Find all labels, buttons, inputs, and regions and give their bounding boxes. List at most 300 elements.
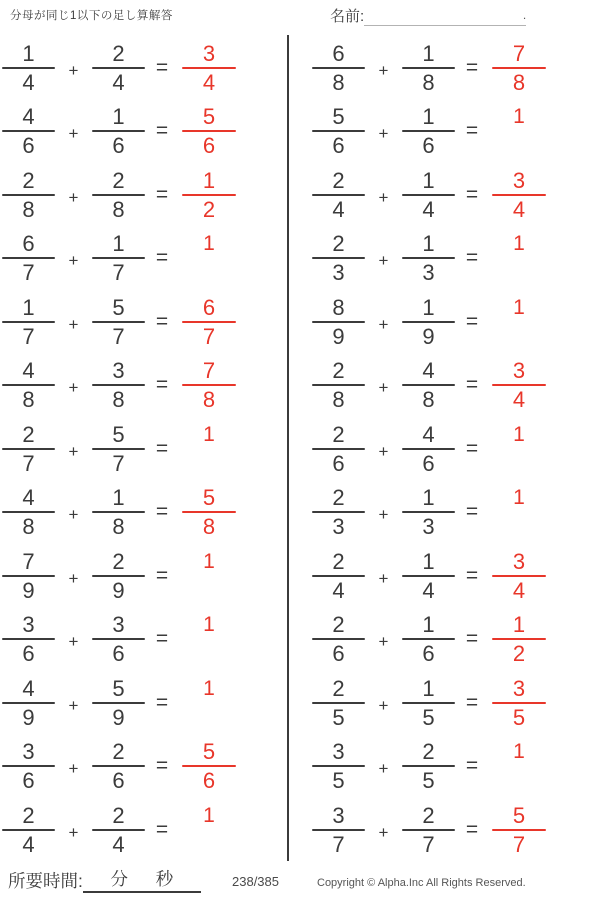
answer-denominator: 8 (202, 387, 216, 413)
answer-denominator: 6 (202, 133, 216, 159)
answer-denominator: 6 (202, 768, 216, 794)
answer-denominator: 7 (512, 831, 526, 857)
addend-2-fraction (92, 358, 145, 412)
addend-2-denominator: 6 (112, 768, 125, 794)
fraction-bar (402, 638, 455, 640)
answer-whole-number: 1 (203, 232, 215, 256)
addend-1-fraction (312, 612, 365, 666)
addend-2-fraction (92, 803, 145, 857)
fraction-bar (312, 638, 365, 640)
answer-spacer (492, 765, 546, 767)
answer-whole (182, 612, 236, 666)
answer-whole (182, 549, 236, 603)
plus-sign: + (378, 759, 389, 779)
addend-1-fraction (2, 739, 55, 793)
plus-sign: + (68, 822, 79, 842)
addend-2-denominator: 9 (112, 577, 125, 603)
answer-fraction-bar (492, 194, 546, 196)
answer-numerator: 1 (202, 167, 216, 193)
fraction-bar (2, 384, 55, 386)
plus-sign: + (68, 60, 79, 80)
fraction-bar (402, 448, 455, 450)
addend-2-numerator: 2 (112, 167, 125, 193)
addend-2-denominator: 3 (422, 514, 435, 540)
fraction-bar (312, 130, 365, 132)
fraction-bar (402, 257, 455, 259)
answer-numerator: 1 (512, 612, 526, 638)
answer-denominator: 4 (512, 577, 526, 603)
answer-numerator: 5 (512, 802, 526, 828)
fraction-bar (312, 257, 365, 259)
addend-2-denominator: 7 (422, 831, 435, 857)
addend-1-fraction (2, 803, 55, 857)
answer-fraction-bar (182, 194, 236, 196)
problem-row (2, 36, 252, 100)
answer-denominator: 8 (202, 514, 216, 540)
addend-1-numerator: 2 (332, 612, 345, 638)
problem-row (312, 290, 562, 354)
equals-sign: = (155, 436, 169, 460)
answer-spacer (182, 832, 236, 857)
addend-2-numerator: 1 (422, 485, 435, 511)
answer-denominator: 2 (202, 196, 216, 222)
addend-1-numerator: 1 (22, 294, 35, 320)
problem-row (312, 544, 562, 608)
answer-whole-number: 1 (513, 295, 525, 319)
addend-2-numerator: 1 (422, 167, 435, 193)
addend-2-denominator: 8 (422, 69, 435, 95)
plus-sign: + (68, 505, 79, 525)
addend-2-fraction (402, 104, 455, 158)
addend-2-denominator: 5 (422, 768, 435, 794)
equals-sign: = (465, 627, 479, 651)
addend-1-fraction (2, 612, 55, 666)
addend-1-fraction (312, 104, 365, 158)
problem-row (2, 608, 252, 672)
addend-1-denominator: 4 (332, 577, 345, 603)
fraction-bar (2, 575, 55, 577)
addend-1-denominator: 8 (22, 196, 35, 222)
addend-2-numerator: 1 (422, 612, 435, 638)
fraction-bar (2, 638, 55, 640)
addend-1-fraction (312, 485, 365, 539)
addend-2-denominator: 8 (112, 196, 125, 222)
addend-2-numerator: 4 (422, 421, 435, 447)
answer-spacer (182, 638, 236, 640)
addend-1-denominator: 8 (332, 387, 345, 413)
addend-2-fraction (92, 549, 145, 603)
addend-2-denominator: 8 (112, 514, 125, 540)
plus-sign: + (68, 632, 79, 652)
fraction-bar (2, 702, 55, 704)
answer-numerator: 7 (512, 40, 526, 66)
answer-whole-number: 1 (513, 105, 525, 129)
fraction-bar (312, 511, 365, 513)
answer-spacer (492, 130, 546, 132)
answer-fraction (182, 104, 236, 158)
addend-1-numerator: 2 (332, 675, 345, 701)
plus-sign: + (68, 251, 79, 271)
answer-spacer (492, 451, 546, 476)
addend-2-fraction (402, 612, 455, 666)
addend-2-denominator: 5 (422, 704, 435, 730)
addend-2-fraction (402, 231, 455, 285)
addend-2-fraction (92, 168, 145, 222)
addend-2-numerator: 2 (112, 40, 125, 66)
answer-denominator: 7 (202, 323, 216, 349)
answer-fraction (492, 358, 546, 412)
addend-1-numerator: 3 (332, 739, 345, 765)
fraction-bar (92, 575, 145, 577)
addend-1-denominator: 9 (332, 323, 345, 349)
addend-2-numerator: 1 (422, 294, 435, 320)
addend-1-numerator: 4 (22, 675, 35, 701)
answer-spacer (182, 448, 236, 450)
fraction-bar (2, 321, 55, 323)
answer-whole-number: 1 (203, 422, 215, 446)
addend-2-fraction (92, 104, 145, 158)
page-number: 238/385 (232, 874, 279, 889)
fraction-bar (402, 702, 455, 704)
fraction-bar (402, 130, 455, 132)
problem-row (2, 100, 252, 164)
problem-row (2, 735, 252, 799)
answer-spacer (492, 321, 546, 323)
addend-1-numerator: 2 (332, 358, 345, 384)
fraction-bar (402, 575, 455, 577)
addend-2-denominator: 7 (112, 260, 125, 286)
fraction-bar (92, 829, 145, 831)
answer-numerator: 5 (202, 485, 216, 511)
addend-2-numerator: 5 (112, 421, 125, 447)
fraction-bar (92, 384, 145, 386)
problem-row (312, 354, 562, 418)
addend-2-denominator: 9 (422, 323, 435, 349)
addend-1-numerator: 3 (332, 802, 345, 828)
addend-1-numerator: 2 (22, 802, 35, 828)
addend-1-denominator: 8 (332, 69, 345, 95)
answer-spacer (492, 133, 546, 158)
addend-2-numerator: 1 (422, 40, 435, 66)
problem-column-left (2, 36, 252, 862)
problem-row (2, 798, 252, 862)
equals-sign: = (465, 817, 479, 841)
addend-1-fraction (2, 104, 55, 158)
copyright-notice: Copyright © Alpha.Inc All Rights Reserved. (317, 877, 526, 889)
addend-1-fraction (2, 358, 55, 412)
fraction-bar (92, 448, 145, 450)
addend-2-numerator: 1 (422, 104, 435, 130)
problem-row (312, 608, 562, 672)
addend-1-fraction (2, 295, 55, 349)
problem-row (312, 417, 562, 481)
equals-sign: = (155, 817, 169, 841)
addend-2-fraction (92, 676, 145, 730)
answer-spacer (492, 324, 546, 349)
addend-2-fraction (402, 295, 455, 349)
plus-sign: + (68, 759, 79, 779)
addend-2-denominator: 7 (112, 450, 125, 476)
addend-1-fraction (2, 549, 55, 603)
addend-2-fraction (402, 549, 455, 603)
answer-fraction-bar (182, 765, 236, 767)
addend-2-fraction (92, 422, 145, 476)
answer-fraction (182, 358, 236, 412)
fraction-bar (2, 67, 55, 69)
time-underline (83, 870, 201, 893)
addend-1-denominator: 5 (332, 768, 345, 794)
addend-2-denominator: 6 (112, 133, 125, 159)
answer-spacer (182, 578, 236, 603)
addend-2-numerator: 1 (112, 104, 125, 130)
addend-1-fraction (312, 422, 365, 476)
addend-1-numerator: 2 (22, 167, 35, 193)
addend-1-fraction (2, 231, 55, 285)
addend-2-numerator: 1 (422, 231, 435, 257)
addend-1-numerator: 3 (22, 612, 35, 638)
addend-2-numerator: 2 (112, 548, 125, 574)
addend-1-fraction (312, 676, 365, 730)
addend-1-denominator: 8 (22, 387, 35, 413)
answer-numerator: 3 (512, 358, 526, 384)
addend-1-fraction (2, 422, 55, 476)
fraction-bar (402, 384, 455, 386)
equals-sign: = (155, 182, 169, 206)
equals-sign: = (155, 754, 169, 778)
answer-denominator: 4 (512, 387, 526, 413)
answer-whole (492, 422, 546, 476)
equals-sign: = (465, 55, 479, 79)
equals-sign: = (465, 373, 479, 397)
answer-fraction (492, 676, 546, 730)
problem-row (312, 481, 562, 545)
addend-2-denominator: 9 (112, 704, 125, 730)
fraction-bar (312, 67, 365, 69)
fraction-bar (2, 257, 55, 259)
equals-sign: = (155, 627, 169, 651)
fraction-bar (92, 257, 145, 259)
equals-sign: = (465, 690, 479, 714)
answer-whole (182, 231, 236, 285)
problem-row (312, 735, 562, 799)
addend-1-fraction (312, 358, 365, 412)
fraction-bar (92, 67, 145, 69)
equals-sign: = (465, 246, 479, 270)
plus-sign: + (68, 441, 79, 461)
answer-numerator: 7 (202, 358, 216, 384)
equals-sign: = (465, 500, 479, 524)
answer-whole (492, 231, 546, 285)
answer-spacer (182, 451, 236, 476)
answer-fraction-bar (182, 511, 236, 513)
addend-2-numerator: 2 (422, 739, 435, 765)
plus-sign: + (68, 314, 79, 334)
addend-1-fraction (312, 231, 365, 285)
answer-fraction (492, 612, 546, 666)
equals-sign: = (155, 55, 169, 79)
fraction-bar (2, 130, 55, 132)
answer-numerator: 3 (202, 40, 216, 66)
fraction-bar (402, 67, 455, 69)
plus-sign: + (68, 124, 79, 144)
addend-1-fraction (2, 485, 55, 539)
answer-whole-number: 1 (513, 232, 525, 256)
fraction-bar (2, 448, 55, 450)
addend-1-denominator: 7 (22, 323, 35, 349)
equals-sign: = (465, 182, 479, 206)
addend-2-fraction (402, 803, 455, 857)
addend-2-denominator: 6 (112, 641, 125, 667)
plus-sign: + (378, 187, 389, 207)
fraction-bar (312, 575, 365, 577)
addend-1-denominator: 6 (332, 641, 345, 667)
addend-2-fraction (92, 485, 145, 539)
answer-fraction (492, 549, 546, 603)
addend-1-denominator: 7 (22, 450, 35, 476)
answer-fraction (182, 168, 236, 222)
addend-2-fraction (402, 485, 455, 539)
plus-sign: + (68, 695, 79, 715)
plus-sign: + (68, 568, 79, 588)
fraction-bar (402, 765, 455, 767)
addend-1-denominator: 4 (22, 69, 35, 95)
addend-2-fraction (402, 676, 455, 730)
addend-2-numerator: 1 (422, 675, 435, 701)
answer-numerator: 3 (512, 548, 526, 574)
addend-1-denominator: 6 (332, 450, 345, 476)
answer-fraction-bar (492, 638, 546, 640)
addend-2-fraction (92, 295, 145, 349)
addend-2-denominator: 3 (422, 260, 435, 286)
addend-2-numerator: 2 (112, 802, 125, 828)
fraction-bar (312, 384, 365, 386)
addend-1-denominator: 7 (332, 831, 345, 857)
page-title: 分母が同じ1以下の足し算解答 (10, 10, 173, 22)
plus-sign: + (378, 505, 389, 525)
plus-sign: + (378, 60, 389, 80)
fraction-bar (312, 448, 365, 450)
addend-2-numerator: 1 (112, 231, 125, 257)
answer-spacer (492, 260, 546, 285)
addend-2-fraction (402, 168, 455, 222)
addend-1-fraction (312, 803, 365, 857)
time-label: 所要時間: (8, 871, 83, 891)
addend-2-fraction (402, 358, 455, 412)
addend-1-numerator: 1 (22, 40, 35, 66)
addend-1-fraction (312, 549, 365, 603)
plus-sign: + (378, 378, 389, 398)
answer-spacer (182, 257, 236, 259)
answer-fraction (182, 739, 236, 793)
answer-denominator: 4 (512, 196, 526, 222)
name-line-end: . (522, 8, 527, 22)
problem-row (2, 417, 252, 481)
plus-sign: + (378, 695, 389, 715)
problem-row (2, 227, 252, 291)
answer-whole-number: 1 (513, 740, 525, 764)
problem-row (312, 227, 562, 291)
answer-whole-number: 1 (203, 549, 215, 573)
answer-spacer (182, 641, 236, 666)
fraction-bar (92, 511, 145, 513)
addend-1-numerator: 6 (22, 231, 35, 257)
addend-1-numerator: 2 (332, 167, 345, 193)
fraction-bar (92, 130, 145, 132)
addend-1-numerator: 7 (22, 548, 35, 574)
equals-sign: = (155, 690, 169, 714)
answer-fraction (492, 803, 546, 857)
addend-1-fraction (2, 41, 55, 95)
addend-1-denominator: 9 (22, 577, 35, 603)
problem-row (312, 163, 562, 227)
answer-fraction-bar (492, 67, 546, 69)
fraction-bar (402, 321, 455, 323)
equals-sign: = (155, 563, 169, 587)
answer-whole (182, 676, 236, 730)
answer-denominator: 2 (512, 641, 526, 667)
answer-fraction-bar (492, 575, 546, 577)
plus-sign: + (378, 251, 389, 271)
answer-numerator: 3 (512, 167, 526, 193)
equals-sign: = (155, 119, 169, 143)
fraction-bar (92, 638, 145, 640)
problem-row (2, 671, 252, 735)
addend-1-fraction (312, 41, 365, 95)
answer-whole-number: 1 (203, 676, 215, 700)
answer-spacer (182, 705, 236, 730)
addend-1-denominator: 8 (22, 514, 35, 540)
fraction-bar (312, 765, 365, 767)
answer-whole (492, 104, 546, 158)
answer-whole-number: 1 (203, 803, 215, 827)
equals-sign: = (155, 500, 169, 524)
addend-2-denominator: 6 (422, 641, 435, 667)
answer-fraction (492, 41, 546, 95)
answer-whole (492, 485, 546, 539)
equals-sign: = (155, 246, 169, 270)
answer-numerator: 5 (202, 739, 216, 765)
problem-row (2, 544, 252, 608)
answer-denominator: 4 (202, 69, 216, 95)
answer-fraction-bar (492, 384, 546, 386)
equals-sign: = (465, 309, 479, 333)
addend-2-fraction (402, 422, 455, 476)
answer-fraction-bar (492, 829, 546, 831)
fraction-bar (2, 765, 55, 767)
addend-1-numerator: 2 (332, 548, 345, 574)
addend-2-denominator: 7 (112, 323, 125, 349)
plus-sign: + (378, 568, 389, 588)
problem-row (2, 354, 252, 418)
answer-denominator: 8 (512, 69, 526, 95)
answer-spacer (492, 448, 546, 450)
fraction-bar (2, 829, 55, 831)
plus-sign: + (68, 187, 79, 207)
answer-whole (492, 739, 546, 793)
answer-fraction (182, 41, 236, 95)
addend-1-fraction (2, 676, 55, 730)
addend-2-numerator: 5 (112, 675, 125, 701)
problem-row (2, 290, 252, 354)
addend-1-numerator: 5 (332, 104, 345, 130)
addend-1-denominator: 3 (332, 260, 345, 286)
addend-2-fraction (92, 231, 145, 285)
problem-row (312, 798, 562, 862)
addend-2-numerator: 3 (112, 358, 125, 384)
equals-sign: = (465, 119, 479, 143)
addend-1-numerator: 2 (332, 231, 345, 257)
plus-sign: + (378, 632, 389, 652)
